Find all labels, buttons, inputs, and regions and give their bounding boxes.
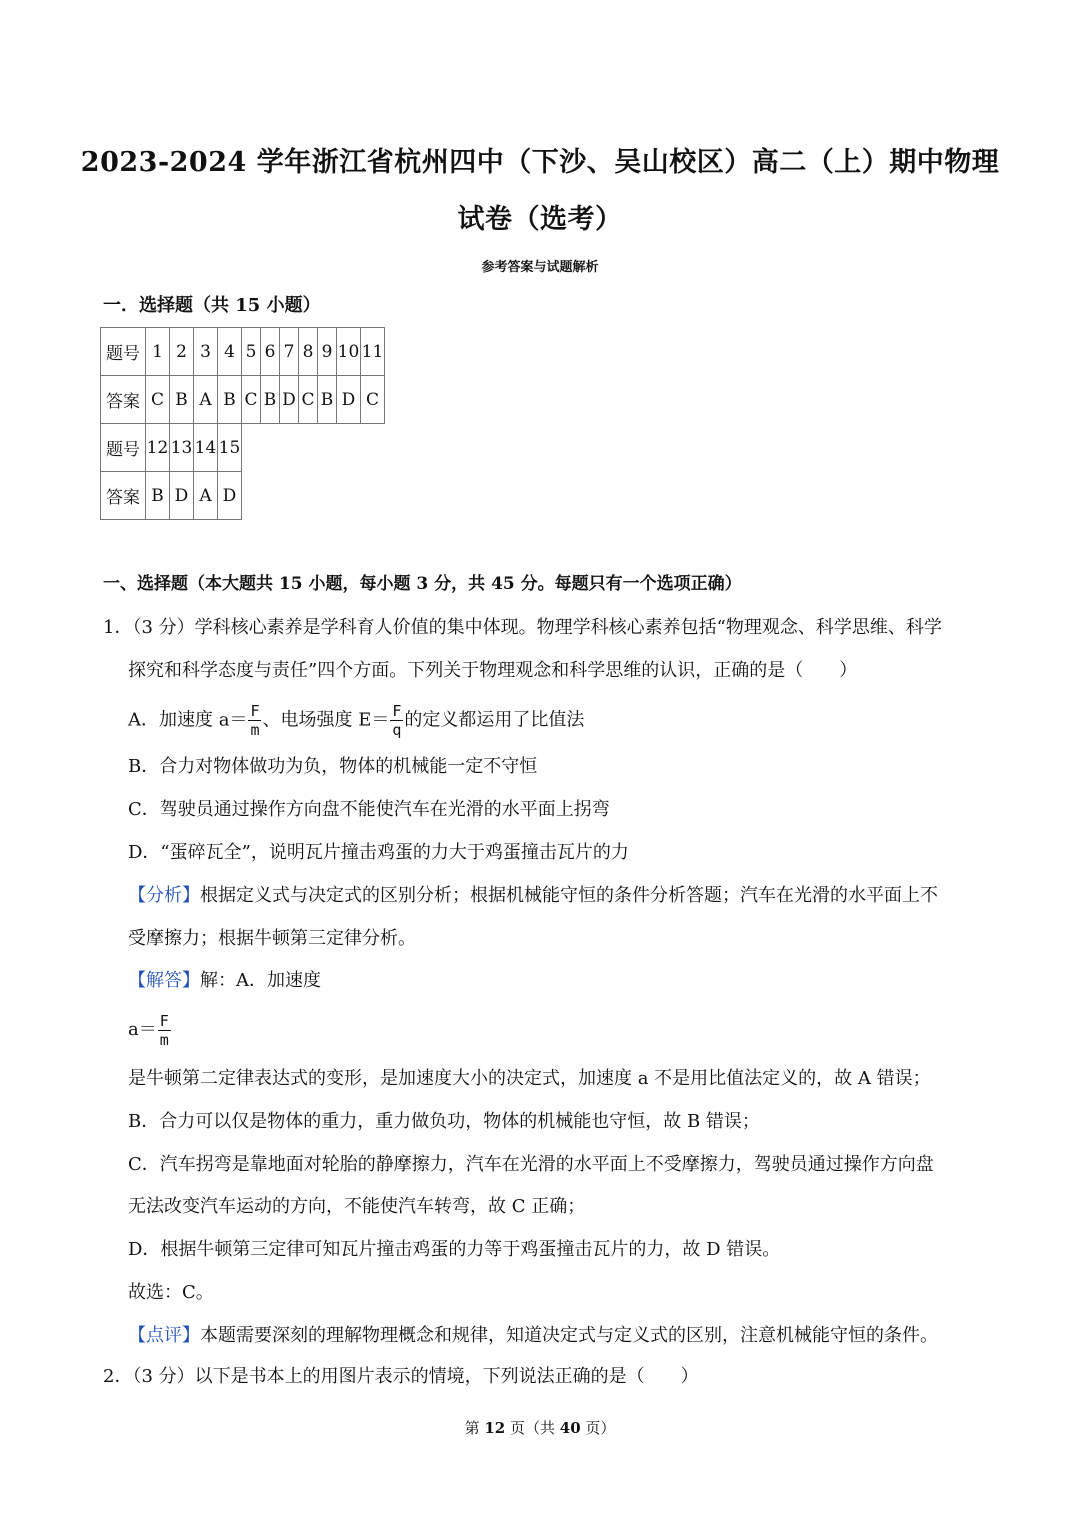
table-cell: D [218, 472, 242, 520]
table-cell: B [261, 376, 280, 424]
table-cell: A [194, 472, 218, 520]
table-cell: 12 [146, 424, 170, 472]
answer-table-2 [100, 423, 242, 520]
q2-stem: 2．（3 分）以下是书本上的用图片表示的情境，下列说法正确的是（ ） [103, 1366, 699, 1387]
table-cell: 13 [170, 424, 194, 472]
q1-comment [128, 1324, 938, 1348]
fraction-denominator: m [250, 721, 260, 739]
q1-analysis-line1 [128, 884, 938, 908]
table-cell: 7 [280, 328, 299, 376]
footer-middle: 页（共 [505, 1419, 560, 1437]
q1-solution-c1: C．汽车拐弯是靠地面对轮胎的静摩擦力，汽车在光滑的水平面上不受摩擦力，驾驶员通过操作方向盘 [128, 1154, 934, 1175]
table-cell: 10 [337, 328, 361, 376]
row-label-answer: 答案 [101, 472, 146, 520]
document-title-line2: 试卷（选考） [457, 204, 623, 235]
row-label-number: 题号 [101, 328, 146, 376]
fraction-numerator: F [250, 702, 260, 720]
fraction-numerator: F [392, 702, 402, 720]
q1-solution-c2: 无法改变汽车运动的方向，不能使汽车转弯，故 C 正确； [128, 1196, 586, 1217]
answer-table-1 [100, 327, 385, 424]
q1-option-a-mid: 、电场强度 E＝ [262, 709, 390, 731]
footer-suffix: 页） [580, 1419, 616, 1437]
table-cell: D [280, 376, 299, 424]
table-cell: 1 [146, 328, 170, 376]
table-cell: 5 [242, 328, 261, 376]
fraction-f-over-m [158, 1012, 171, 1049]
section2-heading: 一、选择题（本大题共 15 小题，每小题 3 分，共 45 分。每题只有一个选项正确） [103, 574, 742, 594]
q1-option-a-post: 的定义都运用了比值法 [404, 709, 585, 731]
analysis-text: 根据定义式与决定式的区别分析；根据机械能守恒的条件分析答题；汽车在光滑的水平面上不 [200, 885, 938, 906]
solution-tag: 【解答】 [128, 970, 200, 991]
table-cell: D [337, 376, 361, 424]
table-row [101, 376, 385, 424]
q1-analysis-line2: 受摩擦力；根据牛顿第三定律分析。 [128, 928, 416, 949]
table-cell: C [299, 376, 318, 424]
table-cell: 9 [318, 328, 337, 376]
table-cell: A [194, 376, 218, 424]
page-number: 12 [484, 1419, 506, 1437]
table-cell: 6 [261, 328, 280, 376]
q1-solution-d: D．根据牛顿第三定律可知瓦片撞击鸡蛋的力等于鸡蛋撞击瓦片的力，故 D 错误。 [128, 1239, 781, 1260]
answer-section-heading: 一．选择题（共 15 小题） [103, 295, 321, 316]
table-cell: 4 [218, 328, 242, 376]
table-row [101, 328, 385, 376]
page-total: 40 [559, 1419, 581, 1437]
table-cell: C [146, 376, 170, 424]
document-title-line1: 2023-2024 学年浙江省杭州四中（下沙、吴山校区）高二（上）期中物理 [80, 147, 1000, 178]
table-row [101, 424, 242, 472]
row-label-answer: 答案 [101, 376, 146, 424]
comment-tag: 【点评】 [128, 1325, 200, 1346]
table-cell: C [361, 376, 385, 424]
q1-option-b: B．合力对物体做功为负，物体的机械能一定不守恒 [128, 756, 538, 777]
q1-option-d: D．“蛋碎瓦全”，说明瓦片撞击鸡蛋的力大于鸡蛋撞击瓦片的力 [128, 842, 629, 863]
q1-choice: 故选：C。 [128, 1282, 214, 1303]
row-label-number: 题号 [101, 424, 146, 472]
analysis-tag: 【分析】 [128, 885, 200, 906]
q1-formula [128, 1010, 172, 1050]
q1-option-a [128, 702, 584, 739]
q1-option-a-pre: A．加速度 a＝ [128, 709, 248, 731]
q1-option-c: C．驾驶员通过操作方向盘不能使汽车在光滑的水平面上拐弯 [128, 799, 610, 820]
fraction-f-over-m [248, 702, 261, 739]
q1-solution-intro [128, 969, 321, 993]
table-cell: 2 [170, 328, 194, 376]
table-cell: C [242, 376, 261, 424]
footer-prefix: 第 [464, 1419, 485, 1437]
table-cell: 11 [361, 328, 385, 376]
fraction-f-over-q [390, 702, 403, 739]
q1-stem-line2: 探究和科学态度与责任”四个方面。下列关于物理观念和科学思维的认识，正确的是（ ） [128, 660, 858, 681]
fraction-denominator: q [392, 721, 402, 739]
fraction-numerator: F [159, 1011, 169, 1030]
q1-solution-line1: 是牛顿第二定律表达式的变形，是加速度大小的决定式，加速度 a 不是用比值法定义的，故 A 错误； [128, 1068, 931, 1089]
table-cell: B [170, 376, 194, 424]
comment-text: 本题需要深刻的理解物理概念和规律，知道决定式与定义式的区别，注意机械能守恒的条件。 [200, 1325, 938, 1346]
q1-stem-line1: 1．（3 分）学科核心素养是学科育人价值的集中体现。物理学科核心素养包括“物理观念、科学思维、科学 [103, 617, 942, 638]
q1-solution-b: B．合力可以仅是物体的重力，重力做负功，物体的机械能也守恒，故 B 错误； [128, 1111, 760, 1132]
page-footer [0, 1417, 1080, 1438]
formula-lhs: a＝ [128, 1019, 157, 1040]
table-cell: B [318, 376, 337, 424]
solution-intro-text: 解：A．加速度 [200, 970, 321, 991]
table-cell: B [146, 472, 170, 520]
table-cell: 3 [194, 328, 218, 376]
fraction-denominator: m [159, 1030, 169, 1049]
table-cell: 8 [299, 328, 318, 376]
table-row [101, 472, 242, 520]
table-cell: 14 [194, 424, 218, 472]
table-cell: B [218, 376, 242, 424]
table-cell: 15 [218, 424, 242, 472]
document-subtitle: 参考答案与试题解析 [481, 260, 599, 275]
table-cell: D [170, 472, 194, 520]
